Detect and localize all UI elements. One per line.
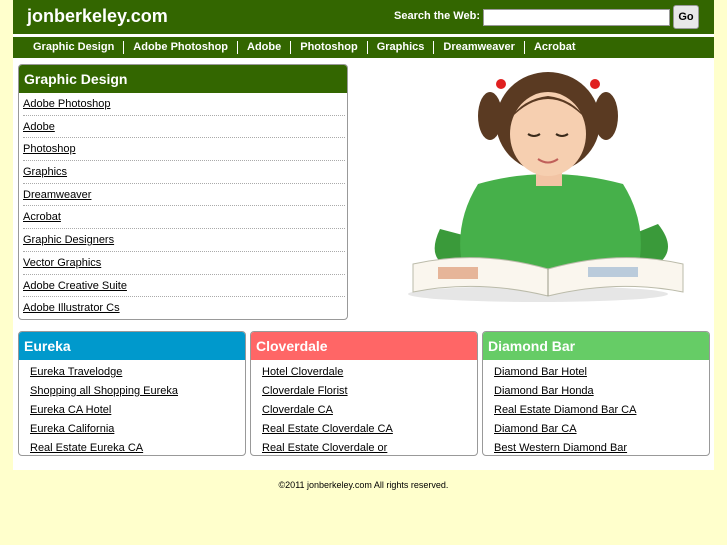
go-button[interactable]: Go — [673, 5, 699, 29]
graphic-design-box — [18, 64, 348, 320]
page-wrapper — [13, 0, 714, 470]
diamond-bar-links — [483, 360, 709, 456]
link-diamond-bar-ca[interactable]: Diamond Bar CA — [494, 423, 577, 435]
link-graphic-designers[interactable]: Graphic Designers — [23, 229, 345, 252]
link-eureka-travelodge[interactable]: Eureka Travelodge — [30, 366, 123, 378]
hero-image-girl-reading — [358, 64, 712, 304]
search-label: Search the Web: — [394, 10, 480, 22]
link-eureka-california[interactable]: Eureka California — [30, 423, 115, 435]
link-real-estate-eureka[interactable]: Real Estate Eureka CA — [30, 442, 144, 454]
nav-item-graphic-design[interactable]: Graphic Design — [24, 41, 124, 54]
link-adobe-illustrator-cs[interactable]: Adobe Illustrator Cs — [23, 302, 120, 315]
link-diamond-bar-honda[interactable]: Diamond Bar Honda — [494, 385, 594, 397]
link-graphics[interactable]: Graphics — [23, 161, 345, 184]
link-hotel-cloverdale[interactable]: Hotel Cloverdale — [262, 366, 344, 378]
link-adobe-photoshop[interactable]: Adobe Photoshop — [23, 93, 345, 116]
link-vector-graphics[interactable]: Vector Graphics — [23, 252, 345, 275]
header — [13, 0, 714, 34]
eureka-box — [18, 331, 246, 456]
link-acrobat[interactable]: Acrobat — [23, 206, 345, 229]
cloverdale-heading: Cloverdale — [251, 332, 477, 360]
site-title[interactable]: jonberkeley.com — [27, 6, 168, 26]
link-real-estate-cloverdale-ca[interactable]: Real Estate Cloverdale CA — [262, 423, 393, 435]
nav-item-adobe-photoshop[interactable]: Adobe Photoshop — [124, 41, 238, 54]
link-cloverdale-ca[interactable]: Cloverdale CA — [262, 404, 333, 416]
link-shopping-eureka[interactable]: Shopping all Shopping Eureka — [30, 385, 179, 397]
link-real-estate-cloverdale-or[interactable]: Real Estate Cloverdale or — [262, 442, 388, 454]
nav-item-acrobat[interactable]: Acrobat — [533, 41, 576, 53]
eureka-links — [19, 360, 245, 456]
top-nav — [13, 37, 714, 58]
link-real-estate-diamond-bar[interactable]: Real Estate Diamond Bar CA — [494, 404, 637, 416]
nav-item-photoshop[interactable]: Photoshop — [291, 41, 367, 54]
graphic-design-links — [19, 93, 347, 320]
link-adobe-creative-suite[interactable]: Adobe Creative Suite — [23, 275, 345, 298]
link-eureka-ca-hotel[interactable]: Eureka CA Hotel — [30, 404, 112, 416]
diamond-bar-box — [482, 331, 710, 456]
nav-item-graphics[interactable]: Graphics — [368, 41, 435, 54]
link-adobe[interactable]: Adobe — [23, 116, 345, 139]
link-photoshop[interactable]: Photoshop — [23, 138, 345, 161]
link-best-western-diamond-bar[interactable]: Best Western Diamond Bar — [494, 442, 628, 454]
nav-item-dreamweaver[interactable]: Dreamweaver — [434, 41, 525, 54]
link-dreamweaver[interactable]: Dreamweaver — [23, 184, 345, 207]
nav-item-adobe[interactable]: Adobe — [238, 41, 291, 54]
footer-copyright: ©2011 jonberkeley.com All rights reserved. — [278, 480, 449, 490]
link-cloverdale-florist[interactable]: Cloverdale Florist — [262, 385, 348, 397]
cloverdale-box — [250, 331, 478, 456]
cloverdale-links — [251, 360, 477, 456]
search-input[interactable] — [483, 9, 670, 26]
graphic-design-heading: Graphic Design — [19, 65, 347, 93]
diamond-bar-heading: Diamond Bar — [483, 332, 709, 360]
link-diamond-bar-hotel[interactable]: Diamond Bar Hotel — [494, 366, 587, 378]
eureka-heading: Eureka — [19, 332, 245, 360]
